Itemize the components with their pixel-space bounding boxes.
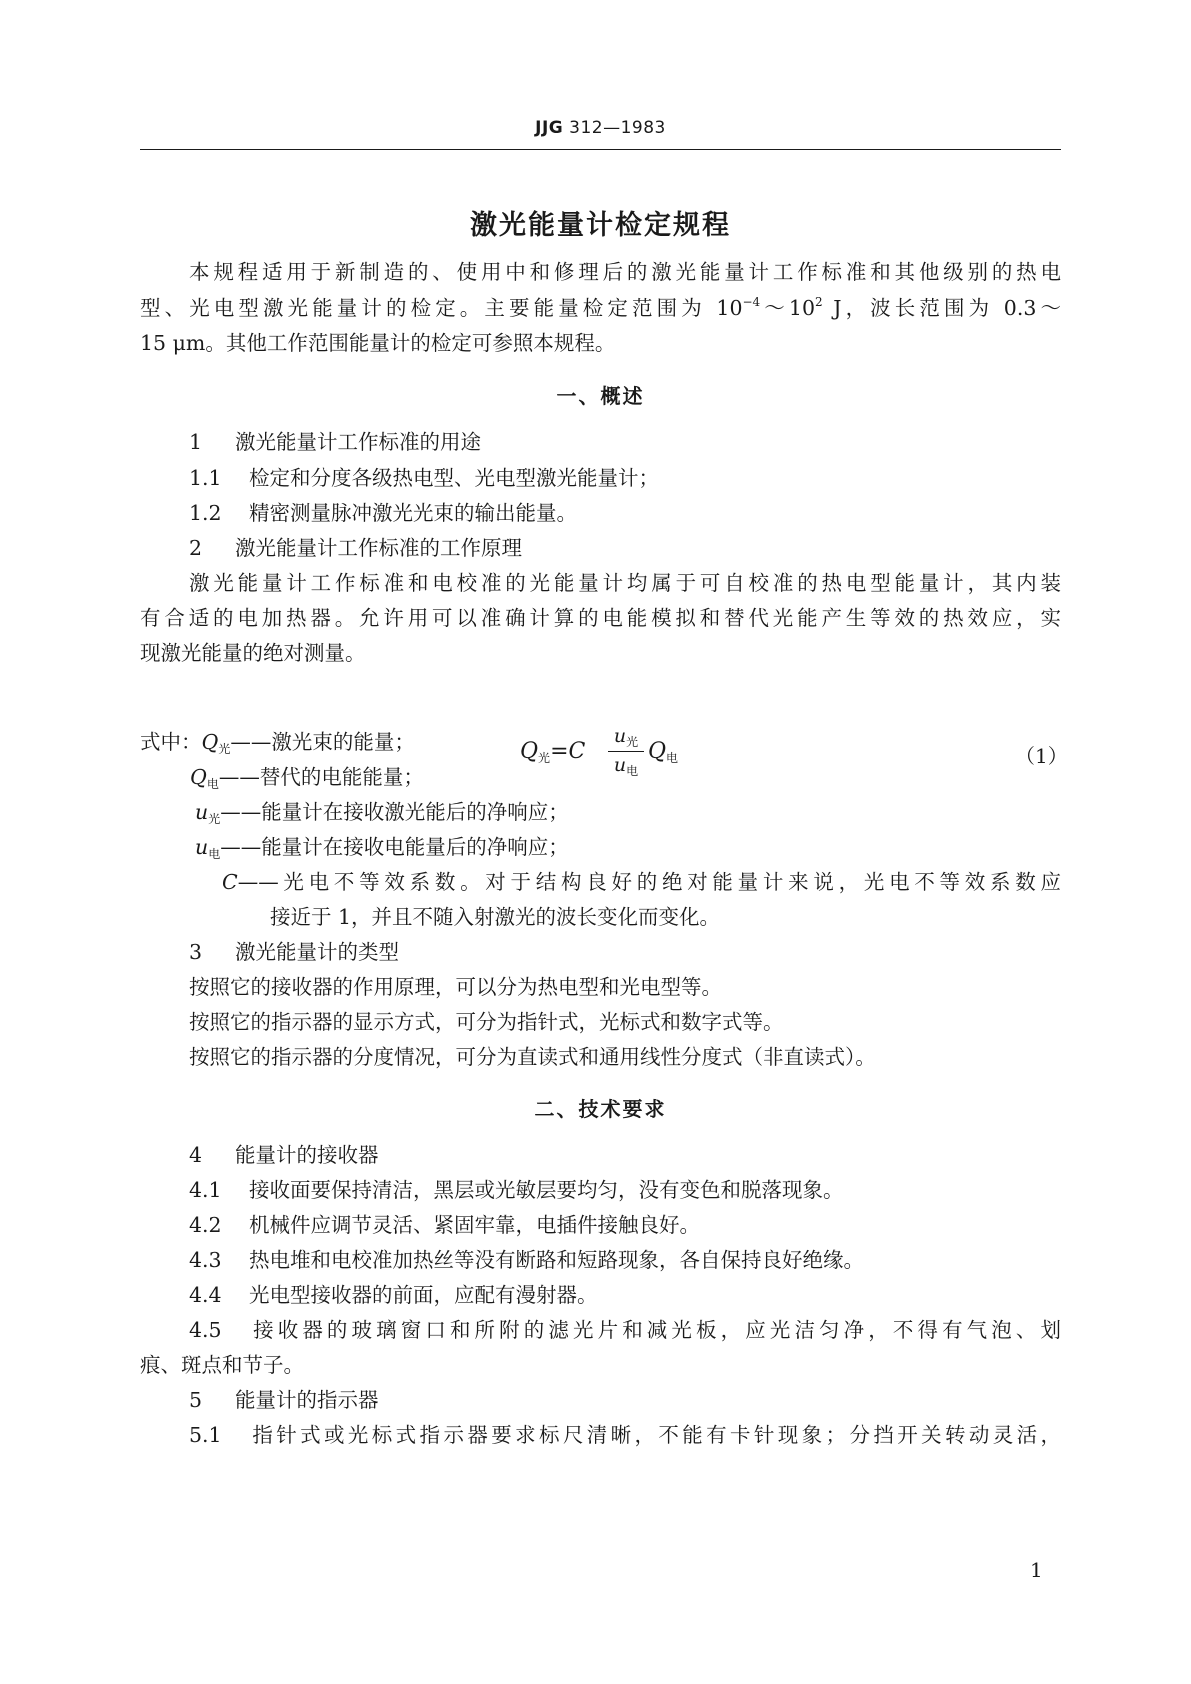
section-heading-overview: 一、概述	[556, 384, 645, 408]
intro-line-2	[140, 294, 1061, 322]
item-text: 机械件应调节灵活、紧固牢靠，电插件接触良好。	[249, 1213, 700, 1237]
symbol-c: C	[222, 870, 238, 894]
subscript-light: 光	[208, 812, 221, 826]
item-text: 激光能量计工作标准的工作原理	[235, 536, 522, 560]
page-number: 1	[1030, 1558, 1043, 1582]
subscript-elec: 电	[666, 751, 679, 765]
subscript-light: 光	[538, 751, 551, 765]
item-text: 检定和分度各级热电型、光电型激光能量计；	[249, 466, 659, 490]
definition-text: ——激光束的能量；	[230, 730, 415, 754]
intro-wavelength-text: J，波长范围为 0.3～	[822, 296, 1061, 320]
item-text: 接收器的玻璃窗口和所附的滤光片和减光板，应光洁匀净，不得有气泡、划	[249, 1318, 1061, 1342]
item-number: 4.4	[189, 1283, 222, 1307]
item-text: 指针式或光标式指示器要求标尺清晰，不能有卡针现象；分挡开关转动灵活，	[249, 1423, 1061, 1447]
item-number: 4	[189, 1143, 203, 1167]
definition-text: ——能量计在接收电能量后的净响应；	[220, 835, 569, 859]
item-text: 激光能量计的类型	[235, 940, 399, 964]
item-number: 5.1	[189, 1423, 222, 1447]
type-by-scale: 按照它的指示器的分度情况，可分为直读式和通用线性分度式（非直读式）。	[189, 1045, 876, 1069]
definition-u-elec	[195, 833, 1061, 864]
item-4-4	[189, 1281, 1061, 1309]
item-text: 激光能量计工作标准的用途	[235, 430, 481, 454]
standard-code-prefix: JJG	[535, 118, 564, 138]
subscript-elec: 电	[206, 777, 219, 791]
symbol-u: u	[195, 800, 209, 824]
symbol-u: u	[195, 835, 209, 859]
definition-text: ——能量计在接收激光能后的净响应；	[220, 800, 569, 824]
intro-line-3: 15 μm。其他工作范围能量计的检定可参照本规程。	[140, 331, 616, 355]
type-by-receiver: 按照它的接收器的作用原理，可以分为热电型和光电型等。	[189, 975, 722, 999]
item-1	[189, 428, 1061, 456]
item-number: 4.2	[189, 1213, 222, 1237]
principle-line-2: 有合适的电加热器。允许用可以准确计算的电能模拟和替代光能产生等效的热效应，实	[140, 606, 1061, 630]
item-5	[189, 1386, 1061, 1414]
item-number: 1.2	[189, 501, 222, 525]
item-text: 能量计的指示器	[235, 1388, 379, 1412]
definition-q-elec	[190, 763, 1061, 794]
definition-text: ——光电不等效系数。对于结构良好的绝对能量计来说，光电不等效系数应	[237, 870, 1061, 894]
definition-c	[222, 868, 1061, 896]
page-title: 激光能量计检定规程	[470, 210, 731, 241]
item-text: 热电堆和电校准加热丝等没有断路和短路现象，各自保持良好绝缘。	[249, 1248, 864, 1272]
item-2	[189, 534, 1061, 562]
section-heading-technical-requirements: 二、技术要求	[534, 1097, 667, 1121]
item-4	[189, 1141, 1061, 1169]
item-number: 1	[189, 430, 203, 454]
item-1-2	[189, 499, 1061, 527]
header-rule	[140, 149, 1061, 150]
item-4-2	[189, 1211, 1061, 1239]
item-text: 精密测量脉冲激光光束的输出能量。	[249, 501, 577, 525]
item-5-1	[189, 1421, 1061, 1449]
symbol-q: Q	[190, 765, 207, 789]
item-number: 5	[189, 1388, 203, 1412]
item-number: 4.5	[189, 1318, 222, 1342]
subscript-elec: 电	[626, 764, 639, 778]
item-4-3	[189, 1246, 1061, 1274]
subscript-light: 光	[626, 735, 639, 749]
item-4-5	[189, 1316, 1061, 1344]
symbol-q: Q	[648, 739, 667, 764]
intro-line-1: 本规程适用于新制造的、使用中和修理后的激光能量计工作标准和其他级别的热电	[189, 260, 1061, 284]
intro-range-to: ～10	[760, 296, 815, 320]
item-3	[189, 938, 1061, 966]
running-header	[140, 118, 1061, 138]
standard-code-number: 312—1983	[563, 118, 666, 138]
item-1-1	[189, 464, 1061, 492]
definition-text: ——替代的电能能量；	[218, 765, 424, 789]
subscript-light: 光	[218, 742, 231, 756]
symbol-u: u	[613, 725, 627, 747]
symbol-q: Q	[520, 739, 539, 764]
item-number: 3	[189, 940, 203, 964]
item-text: 接收面要保持清洁，黑层或光敏层要均匀，没有变色和脱落现象。	[249, 1178, 844, 1202]
item-number: 4.3	[189, 1248, 222, 1272]
type-by-display: 按照它的指示器的显示方式，可分为指针式，光标式和数字式等。	[189, 1010, 784, 1034]
principle-line-3: 现激光能量的绝对测量。	[140, 641, 366, 665]
equals-c: =C	[550, 739, 586, 764]
equation-number: （1）	[1015, 744, 1068, 768]
symbol-q: Q	[201, 730, 219, 754]
exponent-minus-4: −4	[742, 295, 761, 309]
definition-q-light	[140, 728, 1061, 759]
item-text: 光电型接收器的前面，应配有漫射器。	[249, 1283, 598, 1307]
definition-c-continued: 接近于 1，并且不随入射激光的波长变化而变化。	[270, 905, 721, 929]
item-4-5-continued: 痕、斑点和节子。	[140, 1353, 304, 1377]
definition-u-light	[195, 798, 1061, 829]
item-text: 能量计的接收器	[235, 1143, 379, 1167]
definition-prefix: 式中：	[140, 730, 202, 754]
symbol-u: u	[613, 754, 627, 776]
item-number: 4.1	[189, 1178, 222, 1202]
item-number: 1.1	[189, 466, 222, 490]
item-number: 2	[189, 536, 203, 560]
exponent-2: 2	[815, 295, 823, 309]
intro-range-text: 型、光电型激光能量计的检定。主要能量检定范围为 10	[140, 296, 743, 320]
subscript-elec: 电	[208, 847, 221, 861]
item-4-1	[189, 1176, 1061, 1204]
principle-line-1: 激光能量计工作标准和电校准的光能量计均属于可自校准的热电型能量计，其内装	[189, 571, 1061, 595]
